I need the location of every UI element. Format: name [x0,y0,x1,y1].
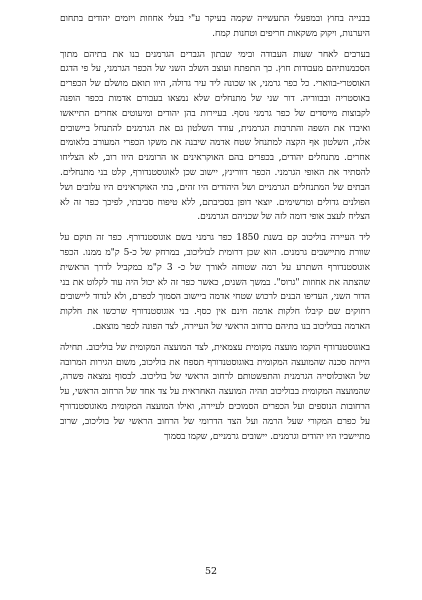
paragraph-4: באוגוסטנדורף הוקמו מועצה מקומית עצמאית, לצד המועצה המקומית של בוליכוב. תחילה הייתה סכנה שהמועצה המקומית באוגוסטנדורף תספח את בוליכוב, משום הגירות המרובה של האוכלוסייה הגרמנית והתפשטותם לרחוב הראשי של בוליכוב. לבסוף נמצאה פשרה, שהמועצה המקומית בבוליכוב תהיה המועצה האחראית על צד אחד של הרחוב הראשי, על הרחובות הנוספים ועל הכפרים הסמוכים לעיירה, ואילו המועצה המקומית מאוגוסטנדורף על כפרם המקורי שעל הרמה ועל הצד הדרומי של הרחוב הראשי של בוליכוב, שרוב מתיישביו היו יהודים וגרמנים. יישובים גרמניים, שקמו בסמוך [60,342,370,442]
paragraph-1: בבנייה בחוץ ובמפעלי התעשייה שקמה בעיקר ע"י בעלי אחוזות ויזמים יהודים בתחום היערנות, ויקוק משקאות חריפים וטחנות קמח. [60,14,370,39]
document-page [60,12,370,572]
paragraph-2: בערבים לאחר שעות העבודה ובימי שבתון הגברים הגרמנים בנו את בתיהם מתוך הסכמנותיהם מעבודות חוץ. כך התפתח ועוצב השלב השני של הכפר הגרמני, על פי הדגם האוסטרי-בווארי. כל כפר גרמני, או שכונה ליד עיר גדולה, היוו תואם מושלם של הכפרים באוסטריה ובבווריה. דור שני של מתנחלים שלא נמצאו בעבורם אדמות בכפר הופנה לקבוצות מייסדים של כפר גרמני נוסף. בעיירות בהן יהודים ומיעוטים אחרים התייאשו ואיבדו את השפה והתרבות הגרמנית, עודד השלטון גם את הגרמנים להתנחל ביישובים אלה, השלטון אף הקצה למתנחל שטח אדמה שיבנה את משקו הכפרי המעורב בלאומים אחרים. מתנחלים יהודים, בכפרים בהם האוקראינים או הרומנים היוו רוב, לא הצליחו להסתיר את האופי הגרמני. הכפר דוורינץ, יישוב שכן לאוגוסטנדורף, קלט בני מתנחלים. הבתים של המתנחלים הגרמניים ושל היהודים היו זהים, בתי האוקראינים היו עלובים ושל הפולנים גדולים ומרשימים. יוצאי דופן בסביבתם, ללא טיפוח סביבתי, לפיכך כפר זה לא הצליח לעצב אופי דומה לזה של שכניהם הגרמנים. [60,49,370,223]
paragraph-3: ליד העיירה בוליכוב קם בשנת 1850 כפר גרמני בשם אוגוסטנדורף. כפר זה תוקם על שוורת מתיישבים גרמנים. הוא שכן דרומית לבוליכוב, במרחק של כ-5 ק"מ ממנו. הכפר אוגוסטנדורף השתרע על רמה שטוחה לאורך של כ- 3 ק"מ במקביל לדרך הראשית שהצתה את אחוזות "גרוס". במשך השנים, כאשר כפר זה לא יכול היה עוד לקלוט את בני הדור השני, העדיפו הבנים לרכוש שטחי אדמה ביישוב הסמוך לכפרם, ולא לנדוד ליישובים רחוקים שם קיבלו חלקות אדמה חינם אין כסף. בני אוגוסטנדורף שרכשו את חלקות האדמה בבוליכוב בנו בתיהם ברחוב הראשי של העיירה, לצד הפונה לכפר מוצאם. [60,233,370,332]
page-number: 52 [204,566,218,577]
